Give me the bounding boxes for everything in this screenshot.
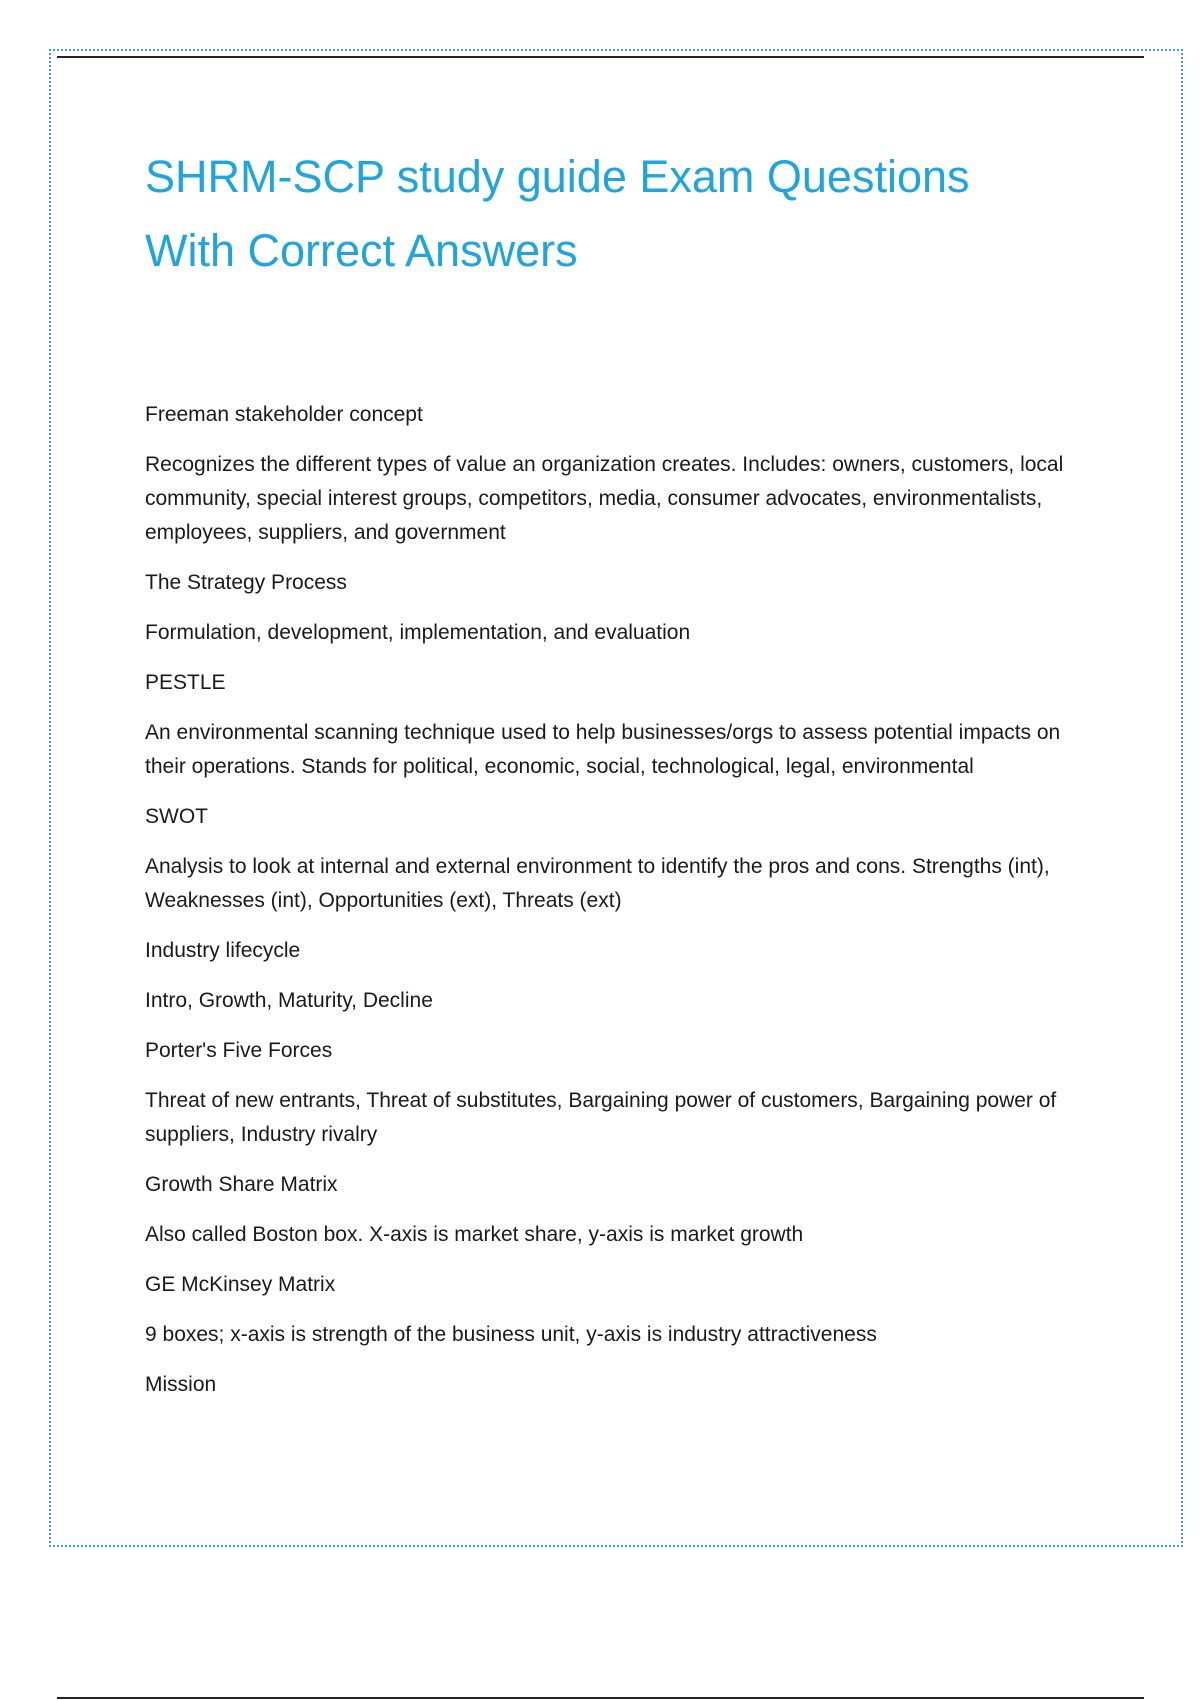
definition-freeman: Recognizes the different types of value an organization creates. Includes: owners, customers, local community, special interest groups, competitors, media, consumer advocates, environmentalists, employees, suppliers, and government xyxy=(145,453,1064,544)
term-strategy-process: The Strategy Process xyxy=(145,571,347,594)
term-porters-five-forces: Porter's Five Forces xyxy=(145,1039,333,1062)
term-pestle: PESTLE xyxy=(145,671,226,694)
footer-rule xyxy=(57,1697,1144,1699)
definition-swot: Analysis to look at internal and external environment to identify the pros and cons. Strengths (int), Weaknesses (int), Opportunities (ext), Threats (ext) xyxy=(145,855,1050,912)
term-swot: SWOT xyxy=(145,805,208,828)
definition-porters-five-forces: Threat of new entrants, Threat of substitutes, Bargaining power of customers, Bargaining power of suppliers, Industry rivalry xyxy=(145,1089,1057,1146)
document-title: SHRM-SCP study guide Exam Questions With Correct Answers xyxy=(145,151,970,276)
qa-list xyxy=(145,398,1095,1418)
term-ge-mckinsey-matrix: GE McKinsey Matrix xyxy=(145,1273,336,1296)
term-mission: Mission xyxy=(145,1373,217,1396)
definition-strategy-process: Formulation, development, implementation, and evaluation xyxy=(145,621,691,644)
term-freeman: Freeman stakeholder concept xyxy=(145,403,423,426)
term-industry-lifecycle: Industry lifecycle xyxy=(145,939,301,962)
definition-growth-share-matrix: Also called Boston box. X-axis is market share, y-axis is market growth xyxy=(145,1223,804,1246)
definition-ge-mckinsey-matrix: 9 boxes; x-axis is strength of the business unit, y-axis is industry attractiveness xyxy=(145,1323,877,1346)
definition-pestle: An environmental scanning technique used to help businesses/orgs to assess potential impacts on their operations. Stands for political, economic, social, technological, legal, environmental xyxy=(145,721,1061,778)
definition-industry-lifecycle: Intro, Growth, Maturity, Decline xyxy=(145,989,433,1012)
term-growth-share-matrix: Growth Share Matrix xyxy=(145,1173,338,1196)
